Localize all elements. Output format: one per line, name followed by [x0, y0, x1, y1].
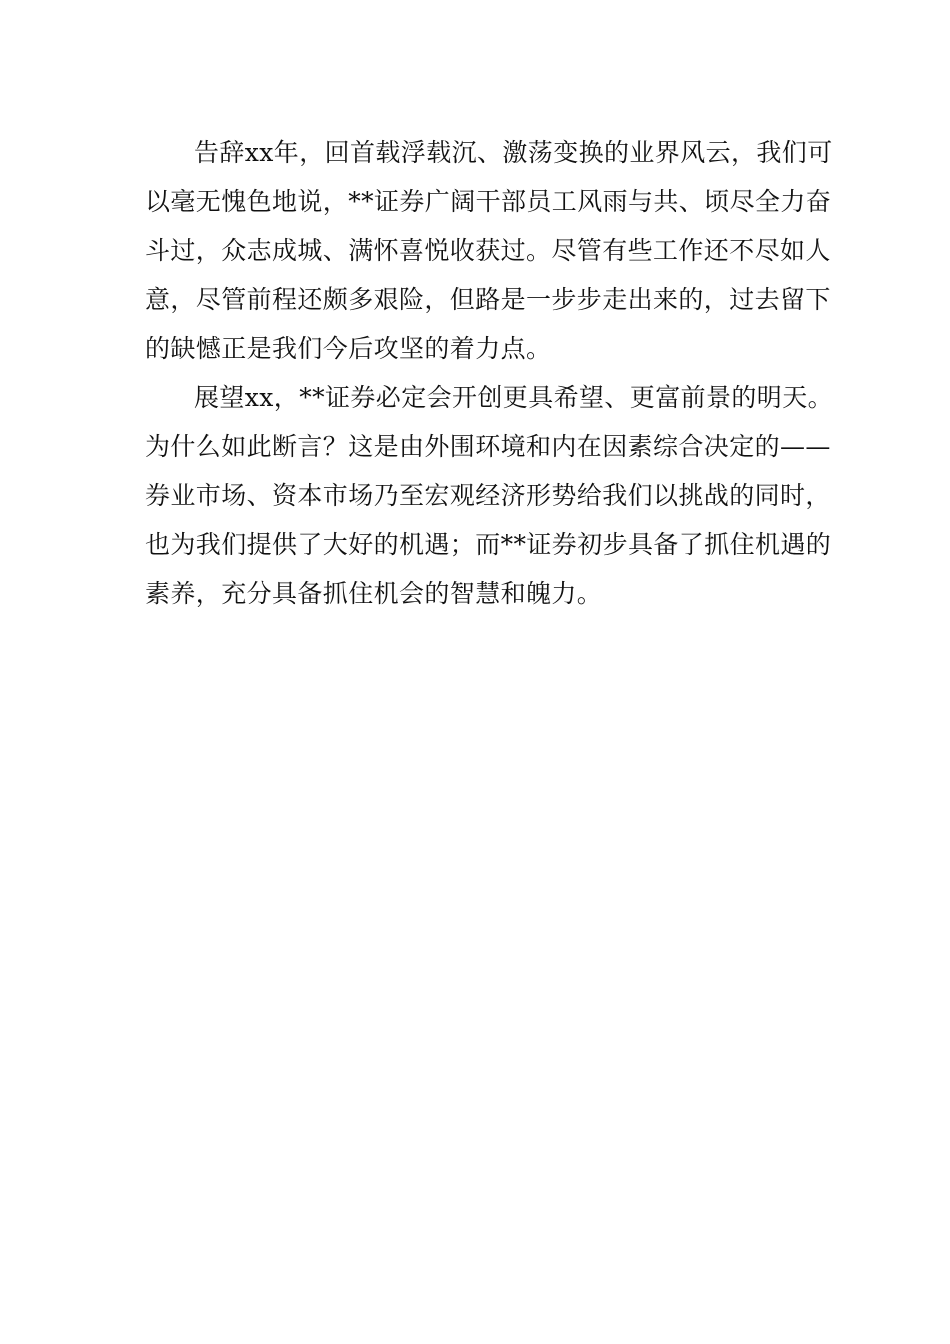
paragraph-line: 素养，充分具备抓住机会的智慧和魄力。 [145, 579, 603, 608]
paragraph-line: 告辞xx年，回首载浮载沉、激荡变换的业界风云，我们可 [194, 138, 833, 167]
paragraph-line: 意，尽管前程还颇多艰险，但路是一步步走出来的，过去留下 [145, 285, 831, 314]
paragraph-line: 展望xx，**证券必定会开创更具希望、更富前景的明天。 [194, 383, 834, 412]
paragraph-line: 斗过，众志成城、满怀喜悦收获过。尽管有些工作还不尽如人 [145, 236, 831, 265]
paragraph-line: 也为我们提供了大好的机遇；而**证券初步具备了抓住机遇的 [145, 530, 832, 559]
paragraph-line: 券业市场、资本市场乃至宏观经济形势给我们以挑战的同时， [145, 481, 831, 510]
paragraph-1 [145, 128, 833, 373]
paragraph-line: 为什么如此断言？这是由外围环境和内在因素综合决定的—— [145, 432, 831, 461]
document-body [145, 128, 834, 618]
paragraph-line: 的缺憾正是我们今后攻坚的着力点。 [145, 334, 552, 363]
paragraph-line: 以毫无愧色地说，**证券广阔干部员工风雨与共、顷尽全力奋 [145, 187, 832, 216]
paragraph-2 [145, 373, 834, 618]
